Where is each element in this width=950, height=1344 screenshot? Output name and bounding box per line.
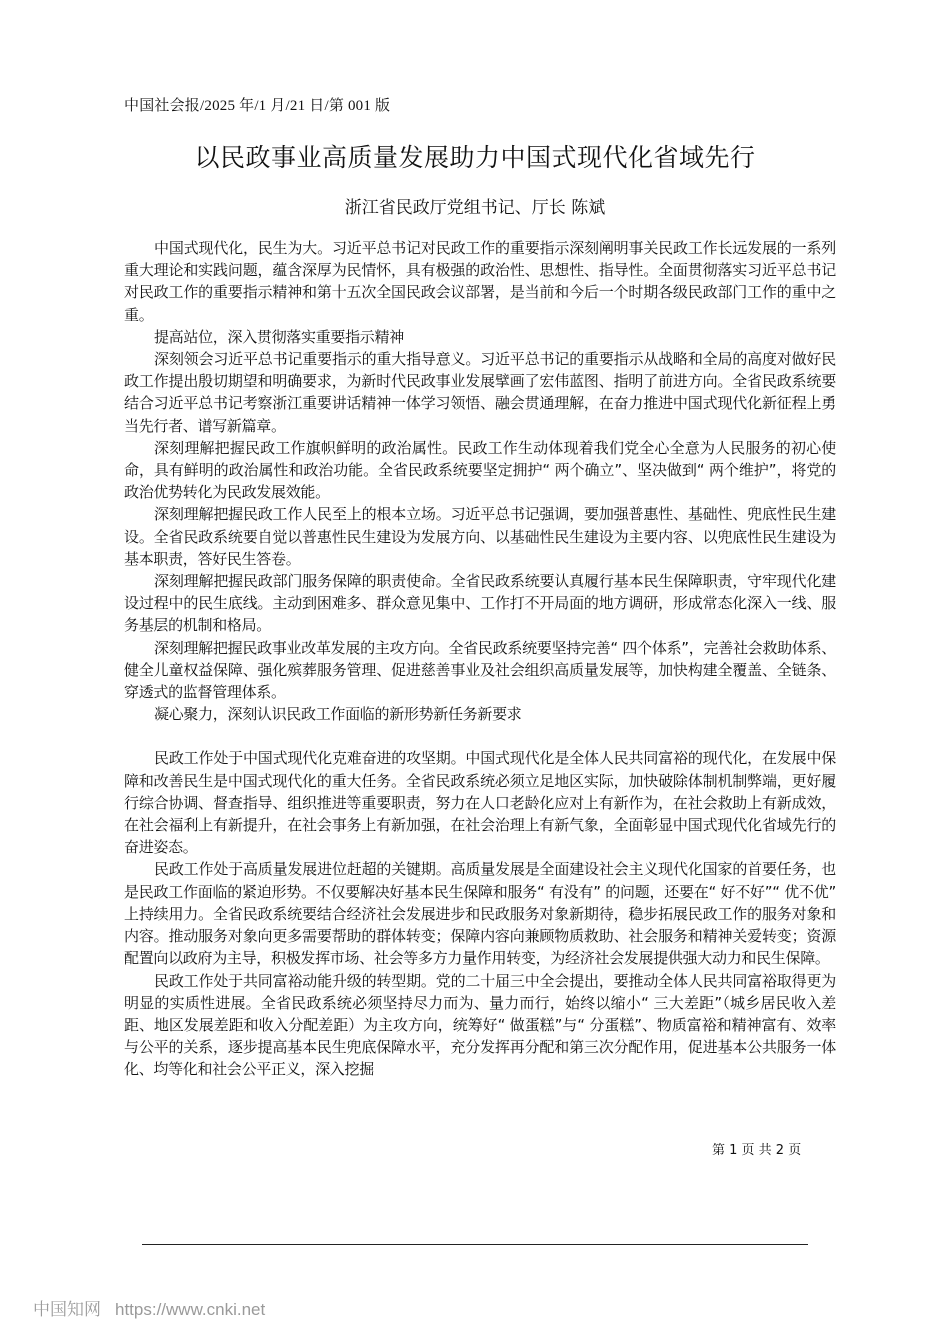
source-line: 中国社会报/2025 年/1 月/21 日/第 001 版 (124, 98, 391, 114)
paragraph: 民政工作处于共同富裕动能升级的转型期。党的二十届三中全会提出，要推动全体人民共同富裕取得更为明显的实质性进展。全省民政系统必须坚持尽力而为、量力而行，始终以缩小“ 三大差距”（城乡居民收入差距、地区发展差距和收入分配差距）为主攻方向，统筹好“ 做蛋糕”与“ 分蛋糕”、物质富裕和精神富有、效率与公平的关系，逐步提高基本民生兜底保障水平，充分发挥再分配和第三次分配作用，促进基本公共服务一体化、均等化和社会公平正义，深入挖掘 (124, 971, 836, 1079)
page-number: 第 1 页 共 2 页 (712, 1143, 802, 1158)
paragraph: 深刻理解把握民政事业改革发展的主攻方向。全省民政系统要坚持完善“ 四个体系”，完善社会救助体系、健全儿童权益保障、强化殡葬服务管理、促进慈善事业及社会组织高质量发展等，加快构建全覆盖、全链条、穿透式的监督管理体系。 (124, 638, 836, 702)
section-heading-1: 提高站位，深入贯彻落实重要指示精神 (154, 327, 404, 346)
section-heading-2: 凝心聚力，深刻认识民政工作面临的新形势新任务新要求 (154, 705, 522, 724)
article-body (124, 237, 836, 1081)
paragraph: 深刻理解把握民政工作旗帜鲜明的政治属性。民政工作生动体现着我们党全心全意为人民服务的初心使命，具有鲜明的政治属性和政治功能。全省民政系统要坚定拥护“ 两个确立”、坚决做到“ 两个维护”，将党的政治优势转化为民政发展效能。 (124, 438, 836, 502)
watermark-url: https://www.cnki.net (115, 1300, 266, 1319)
footer-divider (142, 1244, 808, 1245)
paragraph: 深刻理解把握民政部门服务保障的职责使命。全省民政系统要认真履行基本民生保障职责，守牢现代化建设过程中的民生底线。主动到困难多、群众意见集中、工作打不开局面的地方调研，形成常态化深入一线、服务基层的机制和格局。 (124, 572, 836, 635)
cnki-watermark (33, 1295, 265, 1320)
article-title: 以民政事业高质量发展助力中国式现代化省域先行 (194, 143, 756, 172)
watermark-logo: 中国知网 (33, 1300, 101, 1320)
paragraph-intro: 中国式现代化，民生为大。习近平总书记对民政工作的重要指示深刻阐明事关民政工作长远发展的一系列重大理论和实践问题，蕴含深厚为民情怀，具有极强的政治性、思想性、指导性。全面贯彻落实习近平总书记对民政工作的重要指示精神和第十五次全国民政会议部署，是当前和今后一个时期各级民政部门工作的重中之重。 (124, 239, 836, 324)
paragraph: 民政工作处于高质量发展进位赶超的关键期。高质量发展是全面建设社会主义现代化国家的首要任务，也是民政工作面临的紧迫形势。不仅要解决好基本民生保障和服务“ 有没有” 的问题，还要在“ 好不好”“ 优不优” 上持续用力。全省民政系统要结合经济社会发展进步和民政服务对象新期待，稳步拓展民政工作的服务对象和内容。推动服务对象向更多需要帮助的群体转变；保障内容向兼顾物质救助、社会服务和精神关爱转变；资源配置向以政府为主导，积极发挥市场、社会等多方力量作用转变，为经济社会发展提供强大动力和民生保障。 (124, 860, 836, 968)
paragraph: 深刻领会习近平总书记重要指示的重大指导意义。习近平总书记的重要指示从战略和全局的高度对做好民政工作提出殷切期望和明确要求，为新时代民政事业发展擘画了宏伟蓝图、指明了前进方向。全省民政系统要结合习近平总书记考察浙江重要讲话精神一体学习领悟、融会贯通理解，在奋力推进中国式现代化新征程上勇当先行者、谱写新篇章。 (124, 350, 836, 435)
paragraph: 民政工作处于中国式现代化克难奋进的攻坚期。中国式现代化是全体人民共同富裕的现代化，在发展中保障和改善民生是中国式现代化的重大任务。全省民政系统必须立足地区实际，加快破除体制机制弊端，更好履行综合协调、督查指导、组织推进等重要职责，努力在人口老龄化应对上有新作为，在社会救助上有新成效，在社会福利上有新提升，在社会事务上有新加强，在社会治理上有新气象，全面彰显中国式现代化省域先行的奋进姿态。 (124, 749, 836, 857)
article-author: 浙江省民政厅党组书记、厅长 陈斌 (344, 198, 606, 218)
paragraph: 深刻理解把握民政工作人民至上的根本立场。习近平总书记强调，要加强普惠性、基础性、兜底性民生建设。全省民政系统要自觉以普惠性民生建设为发展方向、以基础性民生建设为主要内容、以兜底性民生建设为基本职责，答好民生答卷。 (124, 505, 836, 568)
